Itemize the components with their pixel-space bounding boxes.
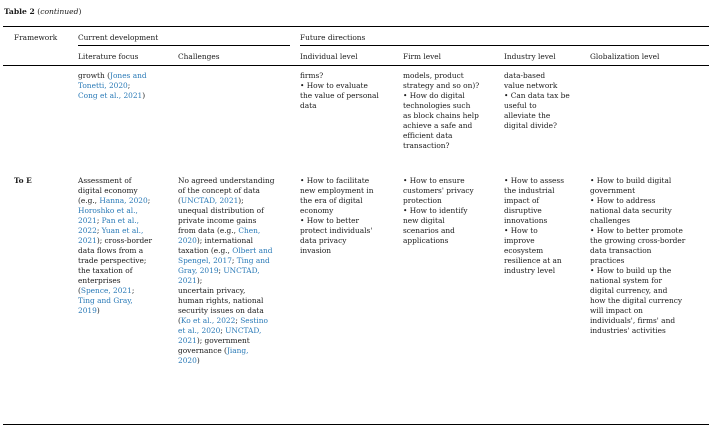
cell-text: ) xyxy=(96,306,100,315)
cell-line xyxy=(78,186,152,196)
table-continued: continued xyxy=(40,7,79,16)
citation-link[interactable]: Yuan et al., xyxy=(101,226,144,235)
cell-line xyxy=(78,206,152,216)
cell-text: efficient data xyxy=(403,131,453,140)
cell-line xyxy=(78,266,152,276)
cell-text: disruptive xyxy=(504,206,542,215)
table-label: Table 2 xyxy=(4,7,35,16)
cell-line xyxy=(78,176,152,186)
cell-text: human rights, national xyxy=(178,296,264,305)
cell-text: industries' activities xyxy=(590,326,666,335)
cell-line xyxy=(504,246,564,256)
header-firm-level: Firm level xyxy=(403,52,442,61)
cell-line xyxy=(403,131,479,141)
cell-text: digital currency, and xyxy=(590,286,668,295)
cell-text: economy xyxy=(300,206,334,215)
cell-line xyxy=(504,196,564,206)
cell-text: data flows from a xyxy=(78,246,144,255)
citation-link[interactable]: 2021 xyxy=(178,276,197,285)
cell-text: as block chains help xyxy=(403,111,479,120)
cell-line xyxy=(178,196,274,206)
cell-line xyxy=(178,176,274,186)
cell-text: challenges xyxy=(590,216,631,225)
cell-text: strategy and so on)? xyxy=(403,81,480,90)
cell-text: ; xyxy=(218,266,224,275)
citation-link[interactable]: 2021 xyxy=(178,336,197,345)
cell-line xyxy=(300,206,374,216)
cell-line xyxy=(78,91,147,101)
future-directions-underline xyxy=(300,45,709,46)
cell-text: data transaction xyxy=(590,246,652,255)
cell-text: security issues on data xyxy=(178,306,264,315)
cell-line xyxy=(590,276,685,286)
citation-link[interactable]: Olbert and xyxy=(232,246,273,255)
cell-text: applications xyxy=(403,236,449,245)
cell-text: ); cross-border xyxy=(96,236,153,245)
table-top-rule xyxy=(3,26,709,27)
citation-link[interactable]: UNCTAD, xyxy=(225,326,262,335)
cell-line xyxy=(590,216,685,226)
cell-line xyxy=(178,356,274,366)
to-e-challenges xyxy=(178,176,274,366)
cell-line xyxy=(178,336,274,346)
cell-text: ); xyxy=(196,276,203,285)
cell-text: ( xyxy=(178,196,181,205)
cell-line xyxy=(403,121,479,131)
cell-text: of the concept of data xyxy=(178,186,260,195)
cell-line xyxy=(403,101,479,111)
cell-line xyxy=(504,256,564,266)
citation-link[interactable]: Spengel, 2017 xyxy=(178,256,232,265)
cell-line xyxy=(78,256,152,266)
cell-text: ; xyxy=(231,256,237,265)
cell-text: • How to build digital xyxy=(590,176,672,185)
cell-text: ); government xyxy=(196,336,250,345)
cell-line xyxy=(504,71,570,81)
citation-link[interactable]: Tonetti, 2020 xyxy=(78,81,128,90)
cell-line xyxy=(403,236,474,246)
cell-line xyxy=(178,276,274,286)
cell-line xyxy=(78,306,152,316)
cell-text: the growing cross-border xyxy=(590,236,686,245)
cell-text: • How to address xyxy=(590,196,656,205)
cell-line xyxy=(178,296,274,306)
cell-line xyxy=(178,186,274,196)
row-label-to-e: To E xyxy=(14,176,32,185)
citation-link[interactable]: UNCTAD, xyxy=(223,266,260,275)
citation-link[interactable]: Hanna, 2020 xyxy=(99,196,148,205)
cell-text: trade perspective; xyxy=(78,256,147,265)
cell-line xyxy=(403,141,479,151)
cell-text: ; xyxy=(131,286,135,295)
cell-text: • How to assess xyxy=(504,176,564,185)
cell-text: data xyxy=(300,101,317,110)
cell-text: invasion xyxy=(300,246,332,255)
cell-line xyxy=(504,111,570,121)
cell-line xyxy=(590,326,685,336)
cell-line xyxy=(300,246,374,256)
cell-line xyxy=(178,246,274,256)
citation-link[interactable]: 2020 xyxy=(178,236,197,245)
cell-line xyxy=(78,71,147,81)
cell-text: ; xyxy=(127,81,131,90)
cell-line xyxy=(78,296,152,306)
cell-line xyxy=(300,226,374,236)
cell-text: private income gains xyxy=(178,216,257,225)
header-industry-level: Industry level xyxy=(504,52,556,61)
cell-text: • How to better xyxy=(300,216,359,225)
cell-text: • How do digital xyxy=(403,91,465,100)
citation-link[interactable]: Jones and xyxy=(110,71,147,80)
citation-link[interactable]: 2022 xyxy=(78,226,97,235)
table-bottom-rule xyxy=(3,424,709,425)
cell-line xyxy=(590,186,685,196)
current-development-underline xyxy=(78,45,290,46)
header-framework: Framework xyxy=(14,33,58,42)
cell-text: digital divide? xyxy=(504,121,557,130)
cell-text: technologies such xyxy=(403,101,471,110)
header-challenges: Challenges xyxy=(178,52,220,61)
cell-text: Assessment of xyxy=(78,176,132,185)
header-literature-focus: Literature focus xyxy=(78,52,139,61)
cell-text: models, product xyxy=(403,71,464,80)
cell-text: ; xyxy=(220,326,226,335)
header-individual-level: Individual level xyxy=(300,52,358,61)
cell-text: data-based xyxy=(504,71,546,80)
continued-firm-level xyxy=(403,71,479,151)
cell-text: individuals', firms' and xyxy=(590,316,676,325)
citation-link[interactable]: et al., 2020 xyxy=(178,326,221,335)
cell-line xyxy=(403,196,474,206)
cell-line xyxy=(504,216,564,226)
cell-line xyxy=(300,71,379,81)
cell-line xyxy=(590,246,685,256)
cell-text: ; xyxy=(147,196,151,205)
cell-line xyxy=(504,206,564,216)
citation-link[interactable]: Ting and xyxy=(236,256,270,265)
cell-line xyxy=(178,306,274,316)
cell-text: achieve a safe and xyxy=(403,121,473,130)
cell-line xyxy=(403,176,474,186)
cell-line xyxy=(78,236,152,246)
citation-link[interactable]: Cong et al., 2021 xyxy=(78,91,143,100)
cell-text: taxation (e.g., xyxy=(178,246,233,255)
cell-line xyxy=(178,226,274,236)
cell-line xyxy=(178,236,274,246)
cell-line xyxy=(590,256,685,266)
cell-line xyxy=(590,316,685,326)
cell-line xyxy=(590,296,685,306)
cell-line xyxy=(590,196,685,206)
citation-link[interactable]: Sestino xyxy=(240,316,268,325)
cell-line xyxy=(78,276,152,286)
cell-line xyxy=(590,306,685,316)
cell-text: • How to ensure xyxy=(403,176,465,185)
cell-text: innovations xyxy=(504,216,548,225)
table-caption: Table 2 (continued) xyxy=(4,7,82,16)
header-current-development: Current development xyxy=(78,33,159,42)
cell-line xyxy=(300,196,374,206)
cell-line xyxy=(504,266,564,276)
cell-text: how the digital currency xyxy=(590,296,683,305)
cell-line xyxy=(590,226,685,236)
cell-text: alleviate the xyxy=(504,111,551,120)
cell-line xyxy=(504,186,564,196)
cell-line xyxy=(178,286,274,296)
cell-line xyxy=(300,81,379,91)
cell-text: ; xyxy=(235,316,241,325)
cell-text: No agreed understanding xyxy=(178,176,275,185)
cell-text: improve xyxy=(504,236,535,245)
citation-link[interactable]: Spence, 2021 xyxy=(80,286,132,295)
cell-text: ); international xyxy=(196,236,254,245)
cell-line xyxy=(78,286,152,296)
cell-text: ; xyxy=(96,226,102,235)
cell-line xyxy=(403,226,474,236)
cell-text: will impact on xyxy=(590,306,643,315)
cell-line xyxy=(178,256,274,266)
cell-line xyxy=(403,186,474,196)
cell-line xyxy=(403,71,479,81)
cell-line xyxy=(504,101,570,111)
cell-line xyxy=(300,176,374,186)
cell-line xyxy=(403,216,474,226)
citation-link[interactable]: Ko et al., 2022 xyxy=(180,316,236,325)
cell-text: ecosystem xyxy=(504,246,544,255)
citation-link[interactable]: Jiang, xyxy=(226,346,249,355)
citation-link[interactable]: 2020 xyxy=(178,356,197,365)
cell-text: scenarios and xyxy=(403,226,455,235)
cell-line xyxy=(78,226,152,236)
cell-text: impact of xyxy=(504,196,540,205)
cell-text: customers' privacy xyxy=(403,186,474,195)
cell-text: ) xyxy=(196,356,200,365)
cell-line xyxy=(590,286,685,296)
continued-literature-focus xyxy=(78,71,147,101)
cell-text: ( xyxy=(78,286,81,295)
cell-text: resilience at an xyxy=(504,256,562,265)
cell-line xyxy=(178,206,274,216)
cell-text: ( xyxy=(178,316,181,325)
cell-text: unequal distribution of xyxy=(178,206,264,215)
cell-line xyxy=(403,91,479,101)
cell-line xyxy=(300,186,374,196)
cell-line xyxy=(504,226,564,236)
cell-line xyxy=(300,216,374,226)
cell-line xyxy=(178,346,274,356)
citation-link[interactable]: Ting and Gray, xyxy=(78,296,133,305)
cell-line xyxy=(178,216,274,226)
header-globalization-level: Globalization level xyxy=(590,52,660,61)
cell-line xyxy=(78,246,152,256)
cell-text: • How to better promote xyxy=(590,226,683,235)
cell-line xyxy=(300,91,379,101)
cell-text: the taxation of xyxy=(78,266,133,275)
header-future-directions: Future directions xyxy=(300,33,366,42)
cell-line xyxy=(78,81,147,91)
continued-industry-level xyxy=(504,71,570,131)
cell-line xyxy=(178,266,274,276)
to-e-firm-level xyxy=(403,176,474,246)
continued-individual-level xyxy=(300,71,379,111)
cell-text: practices xyxy=(590,256,625,265)
cell-line xyxy=(590,236,685,246)
citation-link[interactable]: UNCTAD, 2021 xyxy=(180,196,239,205)
cell-text: ) xyxy=(142,91,146,100)
cell-line xyxy=(300,101,379,111)
cell-text: governance ( xyxy=(178,346,227,355)
to-e-industry-level xyxy=(504,176,564,276)
cell-line xyxy=(403,206,474,216)
cell-text: enterprises xyxy=(78,276,121,285)
cell-line xyxy=(504,81,570,91)
cell-text: • How to evaluate xyxy=(300,81,368,90)
cell-line xyxy=(504,121,570,131)
citation-link[interactable]: 2021 xyxy=(78,216,97,225)
citation-link[interactable]: Chen, xyxy=(238,226,261,235)
cell-text: • How to build up the xyxy=(590,266,672,275)
header-bottom-rule xyxy=(3,65,709,66)
cell-text: data privacy xyxy=(300,236,347,245)
cell-line xyxy=(504,176,564,186)
cell-line xyxy=(178,316,274,326)
to-e-globalization-level xyxy=(590,176,685,336)
to-e-individual-level xyxy=(300,176,374,256)
cell-line xyxy=(590,176,685,186)
citation-link[interactable]: 2019 xyxy=(78,306,97,315)
cell-line xyxy=(590,206,685,216)
cell-text: industry level xyxy=(504,266,556,275)
cell-text: ); xyxy=(238,196,244,205)
cell-text: national system for xyxy=(590,276,663,285)
cell-text: firms? xyxy=(300,71,324,80)
cell-line xyxy=(590,266,685,276)
cell-text: the industrial xyxy=(504,186,555,195)
to-e-literature-focus xyxy=(78,176,152,316)
cell-text: new employment in xyxy=(300,186,374,195)
cell-text: the value of personal xyxy=(300,91,379,100)
cell-text: useful to xyxy=(504,101,537,110)
cell-text: ; xyxy=(96,216,102,225)
cell-text: new digital xyxy=(403,216,445,225)
cell-text: uncertain privacy, xyxy=(178,286,246,295)
cell-text: (e.g., xyxy=(78,196,100,205)
cell-line xyxy=(504,91,570,101)
citation-link[interactable]: Gray, 2019 xyxy=(178,266,219,275)
cell-text: the era of digital xyxy=(300,196,363,205)
cell-text: • Can data tax be xyxy=(504,91,570,100)
cell-text: protect individuals' xyxy=(300,226,373,235)
citation-link[interactable]: 2021 xyxy=(78,236,97,245)
cell-line xyxy=(78,216,152,226)
citation-link[interactable]: Horoshko et al., xyxy=(78,206,138,215)
cell-text: national data security xyxy=(590,206,672,215)
cell-text: value network xyxy=(504,81,558,90)
cell-text: • How to identify xyxy=(403,206,468,215)
cell-line xyxy=(300,236,374,246)
cell-line xyxy=(403,111,479,121)
citation-link[interactable]: Pan et al., xyxy=(101,216,139,225)
cell-line xyxy=(178,326,274,336)
cell-line xyxy=(403,81,479,91)
cell-line xyxy=(78,196,152,206)
cell-text: transaction? xyxy=(403,141,450,150)
cell-text: • How to xyxy=(504,226,538,235)
cell-line xyxy=(504,236,564,246)
cell-text: digital economy xyxy=(78,186,138,195)
cell-text: from data (e.g., xyxy=(178,226,239,235)
cell-text: growth ( xyxy=(78,71,111,80)
cell-text: • How to facilitate xyxy=(300,176,370,185)
cell-text: protection xyxy=(403,196,442,205)
cell-text: government xyxy=(590,186,636,195)
